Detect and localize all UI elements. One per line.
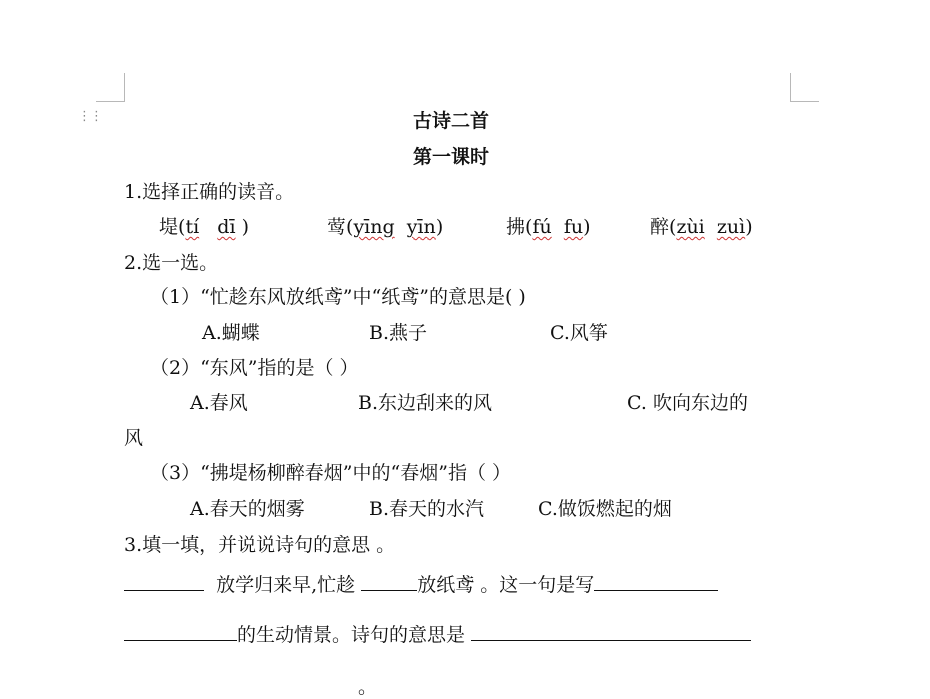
pinyin-option-b: yīn [406, 216, 436, 238]
pinyin-option-b: zuì [716, 216, 746, 238]
pinyin-char: 醉 [650, 216, 670, 238]
answer-blank[interactable] [124, 572, 204, 591]
answer-blank[interactable] [594, 572, 718, 591]
question-2-2: （2）“东风”指的是（ ） [150, 357, 359, 379]
fill-line-2 [124, 622, 751, 647]
document-subtitle: 第一课时 [413, 146, 490, 168]
document-title: 古诗二首 [413, 110, 490, 132]
pinyin-char: 莺 [327, 216, 347, 238]
pinyin-char: 拂 [506, 216, 526, 238]
pinyin-item [650, 215, 753, 239]
pinyin-option-a: fú [532, 216, 552, 238]
question-1-prompt: 1.选择正确的读音。 [124, 181, 295, 203]
option-c: C. 吹向东边的 [627, 392, 748, 414]
paren: ) [435, 216, 444, 238]
answer-blank[interactable] [124, 622, 237, 641]
option-c: C.风筝 [550, 322, 608, 344]
paren: ) [583, 216, 591, 238]
pinyin-char: 堤 [159, 216, 179, 238]
pinyin-item [506, 215, 591, 239]
drag-handle-icon[interactable]: ⋮⋮ [78, 109, 102, 124]
paren: ) [745, 216, 753, 238]
pinyin-option-a: tí [185, 216, 200, 238]
page-corner-mark-top-right [790, 73, 819, 102]
question-2-3: （3）“拂堤杨柳醉春烟”中的“春烟”指（ ） [150, 462, 511, 484]
paren: ( [178, 216, 186, 238]
option-b: B.春天的水汽 [369, 498, 485, 520]
fill-text: 放纸鸢 。这一句是写 [417, 574, 595, 596]
question-2-prompt: 2.选一选。 [124, 252, 219, 274]
question-3-prompt: 3.填一填，并说说诗句的意思 。 [124, 534, 396, 556]
answer-blank[interactable] [361, 572, 417, 591]
paren: ( [525, 216, 533, 238]
option-b: B.燕子 [369, 322, 428, 344]
question-2-1: （1）“忙趁东风放纸鸢”中“纸鸢”的意思是( ) [150, 286, 526, 308]
pinyin-item [327, 215, 443, 239]
option-b: B.东边刮来的风 [358, 392, 493, 414]
end-period: 。 [358, 676, 378, 698]
pinyin-option-b: fu [563, 216, 584, 238]
option-a: A.春天的烟雾 [190, 498, 305, 520]
paren: ) [235, 216, 249, 238]
pinyin-option-a: yīng [353, 216, 395, 238]
page-corner-mark-top-left [96, 73, 125, 102]
option-a: A.春风 [190, 392, 248, 414]
fill-text: 放学归来早,忙趁 [216, 574, 362, 596]
paren: ( [669, 216, 677, 238]
pinyin-item [159, 215, 249, 239]
pinyin-option-b: dī [217, 216, 236, 238]
option-c-wrap: 风 [124, 427, 144, 449]
paren: ( [346, 216, 354, 238]
option-a: A.蝴蝶 [202, 322, 260, 344]
pinyin-option-a: zùi [676, 216, 705, 238]
answer-blank[interactable] [471, 622, 751, 641]
fill-line-1 [124, 572, 718, 597]
option-c: C.做饭燃起的烟 [538, 498, 672, 520]
fill-text: 的生动情景。诗句的意思是 [237, 624, 472, 646]
